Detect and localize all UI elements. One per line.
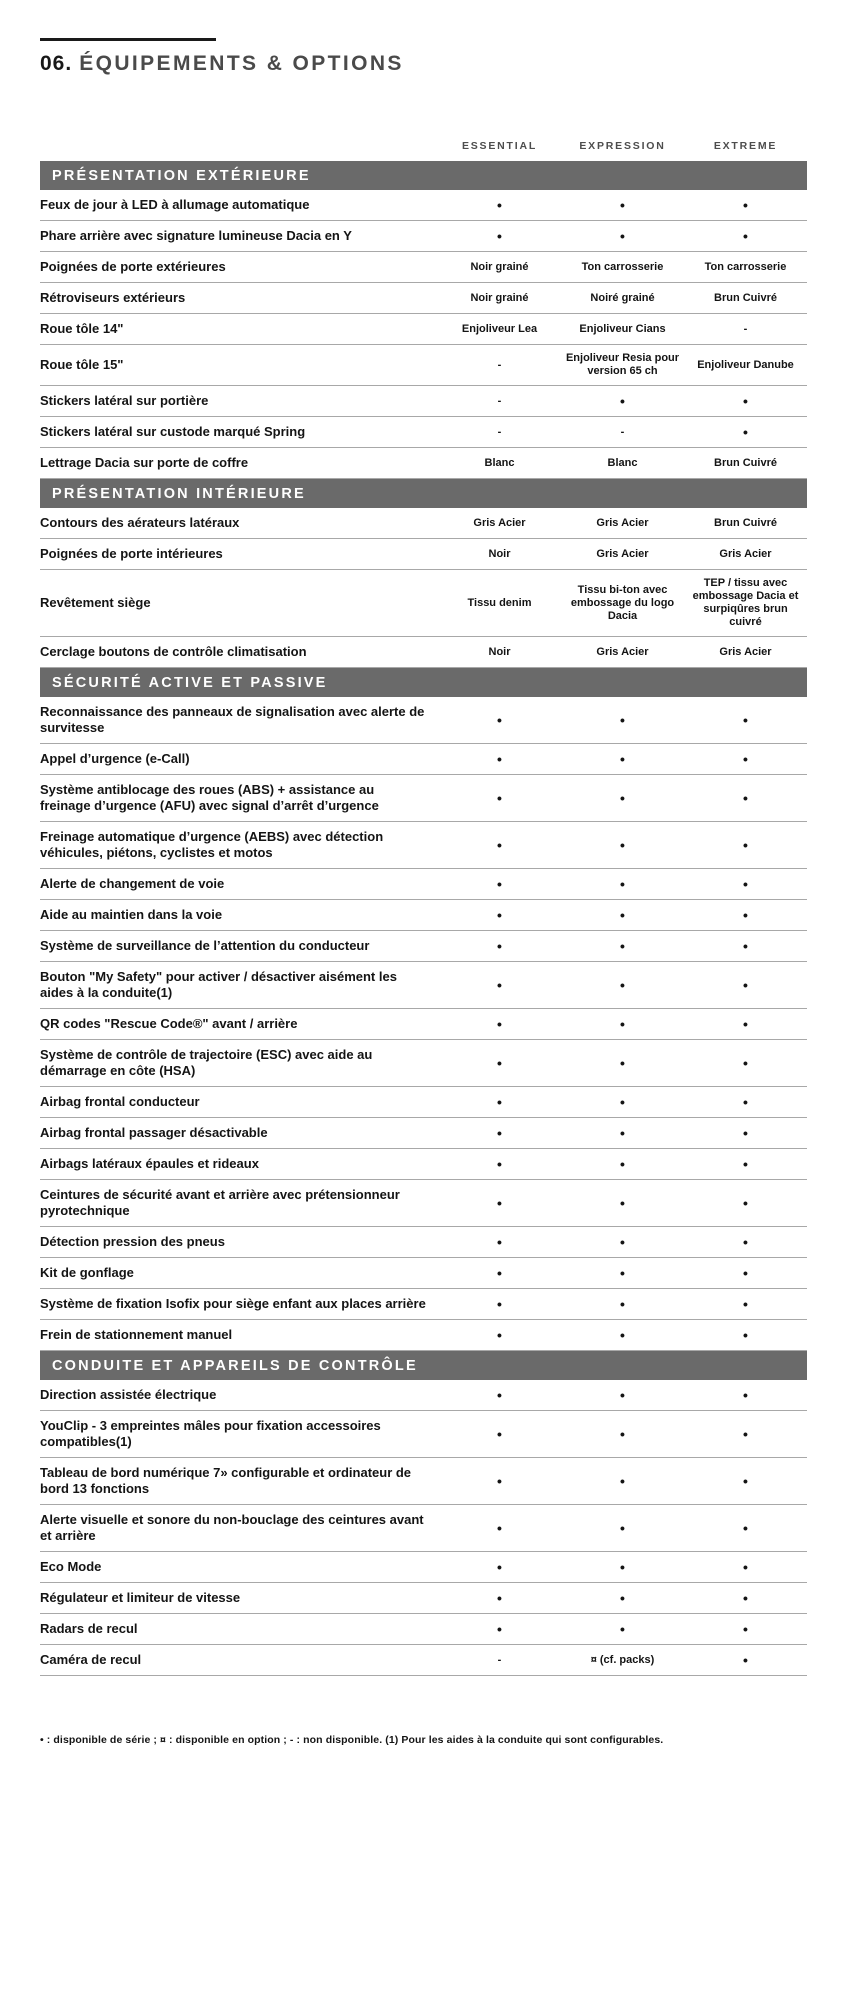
value-essential: • — [497, 1472, 502, 1489]
value-expression: • — [620, 1015, 625, 1032]
value-extreme: • — [743, 423, 748, 440]
feature-label: Eco Mode — [40, 1559, 102, 1574]
value-essential: • — [497, 789, 502, 806]
value-expression: • — [620, 1295, 625, 1312]
value-extreme: • — [743, 711, 748, 728]
table-row — [40, 314, 807, 345]
value-essential: • — [497, 906, 502, 923]
value-essential: Noir grainé — [470, 291, 529, 304]
value-essential: • — [497, 1093, 502, 1110]
feature-label: Freinage automatique d’urgence (AEBS) avec détection véhicules, piétons, cyclistes et motos — [40, 829, 384, 860]
value-expression: - — [620, 425, 625, 438]
section-title: PRÉSENTATION INTÉRIEURE — [52, 486, 306, 502]
feature-label: Cerclage boutons de contrôle climatisation — [40, 644, 307, 659]
value-extreme: • — [743, 227, 748, 244]
table-row — [40, 1227, 807, 1258]
table-row — [40, 190, 807, 221]
feature-label: Radars de recul — [40, 1621, 138, 1636]
value-extreme: Brun Cuivré — [714, 291, 777, 304]
value-expression: Gris Acier — [596, 547, 649, 560]
value-extreme: Ton carrosserie — [704, 260, 787, 273]
table-row — [40, 962, 807, 1009]
table-row — [40, 1411, 807, 1458]
value-expression: • — [620, 1233, 625, 1250]
section-header — [40, 1351, 807, 1380]
value-essential: • — [497, 1194, 502, 1211]
table-row — [40, 1645, 807, 1676]
value-expression: Blanc — [607, 456, 638, 469]
value-expression: • — [620, 1093, 625, 1110]
table-row — [40, 570, 807, 637]
value-essential: • — [497, 1386, 502, 1403]
page-title — [40, 52, 807, 76]
section-title: PRÉSENTATION EXTÉRIEURE — [52, 168, 311, 184]
table-row — [40, 697, 807, 744]
feature-label: Rétroviseurs extérieurs — [40, 290, 186, 305]
table-row — [40, 1149, 807, 1180]
value-essential: - — [497, 1653, 502, 1666]
feature-label: Roue tôle 14" — [40, 321, 124, 336]
value-essential: • — [497, 1558, 502, 1575]
value-essential: Gris Acier — [473, 516, 526, 529]
column-header-extreme: EXTREME — [713, 140, 778, 152]
table-row — [40, 508, 807, 539]
value-extreme: • — [743, 1386, 748, 1403]
table-row — [40, 1040, 807, 1087]
value-essential: • — [497, 196, 502, 213]
section-title: CONDUITE ET APPAREILS DE CONTRÔLE — [52, 1358, 418, 1374]
value-essential: • — [497, 1264, 502, 1281]
value-expression: • — [620, 227, 625, 244]
page-title-number: 06. — [40, 52, 73, 75]
table-row — [40, 1009, 807, 1040]
value-extreme: Gris Acier — [719, 547, 772, 560]
table-row — [40, 1614, 807, 1645]
feature-label: Feux de jour à LED à allumage automatique — [40, 197, 310, 212]
value-extreme: Enjoliveur Danube — [697, 358, 794, 371]
value-expression: • — [620, 1589, 625, 1606]
value-expression: Gris Acier — [596, 516, 649, 529]
value-expression: • — [620, 750, 625, 767]
table-row — [40, 869, 807, 900]
title-rule — [40, 38, 216, 41]
value-expression: • — [620, 1155, 625, 1172]
feature-label: Reconnaissance des panneaux de signalisation avec alerte de survitesse — [40, 704, 425, 735]
value-expression: • — [620, 836, 625, 853]
equipment-table — [40, 161, 807, 1676]
feature-label: Système de surveillance de l’attention du conducteur — [40, 938, 370, 953]
value-essential: • — [497, 1124, 502, 1141]
feature-label: Ceintures de sécurité avant et arrière avec prétensionneur pyrotechnique — [40, 1187, 400, 1218]
value-expression: • — [620, 392, 625, 409]
value-expression: • — [620, 1054, 625, 1071]
value-expression: Ton carrosserie — [581, 260, 664, 273]
value-expression: • — [620, 1620, 625, 1637]
value-essential: Noir grainé — [470, 260, 529, 273]
value-extreme: • — [743, 906, 748, 923]
value-extreme: • — [743, 875, 748, 892]
value-essential: • — [497, 1425, 502, 1442]
table-row — [40, 1087, 807, 1118]
feature-label: Frein de stationnement manuel — [40, 1327, 233, 1342]
table-row — [40, 775, 807, 822]
value-essential: • — [497, 1155, 502, 1172]
feature-label: Système de fixation Isofix pour siège enfant aux places arrière — [40, 1296, 426, 1311]
value-expression: • — [620, 976, 625, 993]
feature-label: Aide au maintien dans la voie — [40, 907, 223, 922]
value-expression: • — [620, 1425, 625, 1442]
column-header-essential: ESSENTIAL — [461, 140, 538, 152]
feature-label: Régulateur et limiteur de vitesse — [40, 1590, 241, 1605]
value-essential: - — [497, 394, 502, 407]
value-extreme: • — [743, 1264, 748, 1281]
value-extreme: • — [743, 1558, 748, 1575]
value-extreme: • — [743, 789, 748, 806]
value-expression: ¤ (cf. packs) — [590, 1653, 655, 1666]
table-row — [40, 345, 807, 386]
table-row — [40, 637, 807, 668]
table-row — [40, 386, 807, 417]
value-extreme: • — [743, 1295, 748, 1312]
column-header-expression: EXPRESSION — [579, 140, 666, 152]
feature-label: Stickers latéral sur custode marqué Spring — [40, 424, 306, 439]
table-row — [40, 1289, 807, 1320]
value-extreme: - — [743, 322, 748, 335]
value-expression: • — [620, 711, 625, 728]
value-expression: Tissu bi-ton avec embossage du logo Dacia — [570, 583, 675, 622]
trim-level-header-row — [40, 140, 807, 161]
feature-label: Système de contrôle de trajectoire (ESC) avec aide au démarrage en côte (HSA) — [40, 1047, 373, 1078]
table-row — [40, 1180, 807, 1227]
table-row — [40, 822, 807, 869]
feature-label: Stickers latéral sur portière — [40, 393, 209, 408]
value-expression: Enjoliveur Resia pour version 65 ch — [565, 352, 680, 377]
value-extreme: • — [743, 976, 748, 993]
value-essential: • — [497, 1326, 502, 1343]
value-extreme: • — [743, 1472, 748, 1489]
table-row — [40, 1258, 807, 1289]
table-row — [40, 283, 807, 314]
value-expression: • — [620, 196, 625, 213]
value-essential: • — [497, 711, 502, 728]
table-row — [40, 1552, 807, 1583]
value-extreme: • — [743, 1651, 748, 1668]
value-extreme: Gris Acier — [719, 645, 772, 658]
value-expression: • — [620, 789, 625, 806]
feature-label: Tableau de bord numérique 7» configurable et ordinateur de bord 13 fonctions — [40, 1465, 412, 1496]
value-extreme: • — [743, 937, 748, 954]
value-essential: - — [497, 425, 502, 438]
table-row — [40, 931, 807, 962]
value-extreme: • — [743, 1093, 748, 1110]
value-extreme: • — [743, 1015, 748, 1032]
table-row — [40, 1118, 807, 1149]
value-extreme: • — [743, 1054, 748, 1071]
value-essential: Tissu denim — [467, 596, 532, 609]
feature-label: Alerte de changement de voie — [40, 876, 225, 891]
value-essential: Noir — [488, 547, 511, 560]
feature-label: Bouton "My Safety" pour activer / désactiver aisément les aides à la conduite(1) — [40, 969, 397, 1000]
value-essential: • — [497, 1519, 502, 1536]
feature-label: QR codes "Rescue Code®" avant / arrière — [40, 1016, 298, 1031]
feature-label: Airbag frontal passager désactivable — [40, 1125, 268, 1140]
value-extreme: • — [743, 1589, 748, 1606]
value-expression: • — [620, 1326, 625, 1343]
value-expression: Noiré grainé — [590, 291, 655, 304]
value-expression: • — [620, 1264, 625, 1281]
feature-label: Lettrage Dacia sur porte de coffre — [40, 455, 249, 470]
value-extreme: • — [743, 750, 748, 767]
feature-label: Roue tôle 15" — [40, 357, 124, 372]
value-essential: • — [497, 976, 502, 993]
page-title-text: ÉQUIPEMENTS & OPTIONS — [79, 52, 404, 75]
value-extreme: • — [743, 836, 748, 853]
feature-label: Appel d’urgence (e-Call) — [40, 751, 190, 766]
table-row — [40, 221, 807, 252]
value-extreme: • — [743, 1124, 748, 1141]
section-header — [40, 161, 807, 190]
value-essential: - — [497, 358, 502, 371]
table-row — [40, 900, 807, 931]
value-essential: • — [497, 1620, 502, 1637]
feature-label: Poignées de porte intérieures — [40, 546, 223, 561]
value-essential: • — [497, 1054, 502, 1071]
section-header — [40, 668, 807, 697]
section-title: SÉCURITÉ ACTIVE ET PASSIVE — [52, 675, 328, 691]
value-extreme: Brun Cuivré — [714, 516, 777, 529]
value-expression: • — [620, 906, 625, 923]
feature-label: Airbags latéraux épaules et rideaux — [40, 1156, 259, 1171]
value-extreme: Brun Cuivré — [714, 456, 777, 469]
value-extreme: • — [743, 1425, 748, 1442]
value-expression: • — [620, 1386, 625, 1403]
value-essential: • — [497, 1589, 502, 1606]
legend-footnote: • : disponible de série ; ¤ : disponible en option ; - : non disponible. (1) Pour les aides à la conduite qui sont configurables. — [40, 1734, 664, 1746]
value-expression: • — [620, 1124, 625, 1141]
value-essential: • — [497, 227, 502, 244]
feature-label: Caméra de recul — [40, 1652, 142, 1667]
value-essential: • — [497, 1295, 502, 1312]
value-essential: • — [497, 937, 502, 954]
feature-label: YouClip - 3 empreintes mâles pour fixation accessoires compatibles(1) — [40, 1418, 381, 1449]
value-extreme: • — [743, 196, 748, 213]
value-essential: • — [497, 1233, 502, 1250]
value-essential: Noir — [488, 645, 511, 658]
feature-label: Alerte visuelle et sonore du non-bouclage des ceintures avant et arrière — [40, 1512, 424, 1543]
value-extreme: TEP / tissu avec embossage Dacia et surpiqûres brun cuivré — [692, 577, 799, 628]
table-row — [40, 1458, 807, 1505]
table-row — [40, 744, 807, 775]
feature-label: Contours des aérateurs latéraux — [40, 515, 240, 530]
table-row — [40, 1505, 807, 1552]
feature-label: Phare arrière avec signature lumineuse Dacia en Y — [40, 228, 352, 243]
value-expression: • — [620, 1472, 625, 1489]
table-row — [40, 1583, 807, 1614]
table-row — [40, 1380, 807, 1411]
feature-label: Kit de gonflage — [40, 1265, 134, 1280]
value-expression: • — [620, 875, 625, 892]
value-essential: • — [497, 875, 502, 892]
value-expression: • — [620, 1558, 625, 1575]
value-extreme: • — [743, 1233, 748, 1250]
value-expression: Enjoliveur Cians — [579, 322, 666, 335]
value-extreme: • — [743, 1155, 748, 1172]
value-extreme: • — [743, 1194, 748, 1211]
section-header — [40, 479, 807, 508]
value-essential: • — [497, 836, 502, 853]
feature-label: Poignées de porte extérieures — [40, 259, 226, 274]
value-expression: • — [620, 937, 625, 954]
feature-label: Revêtement siège — [40, 595, 151, 610]
table-row — [40, 1320, 807, 1351]
value-expression: • — [620, 1519, 625, 1536]
table-row — [40, 252, 807, 283]
feature-label: Système antiblocage des roues (ABS) + assistance au freinage d’urgence (AFU) avec signal d’arrêt d’urgence — [40, 782, 379, 813]
value-expression: • — [620, 1194, 625, 1211]
value-extreme: • — [743, 1519, 748, 1536]
table-row — [40, 539, 807, 570]
value-essential: Enjoliveur Lea — [461, 322, 538, 335]
feature-label: Détection pression des pneus — [40, 1234, 225, 1249]
value-essential: • — [497, 1015, 502, 1032]
value-essential: • — [497, 750, 502, 767]
feature-label: Direction assistée électrique — [40, 1387, 217, 1402]
value-extreme: • — [743, 392, 748, 409]
table-row — [40, 448, 807, 479]
table-row — [40, 417, 807, 448]
value-extreme: • — [743, 1326, 748, 1343]
feature-label: Airbag frontal conducteur — [40, 1094, 200, 1109]
value-expression: Gris Acier — [596, 645, 649, 658]
value-extreme: • — [743, 1620, 748, 1637]
value-essential: Blanc — [484, 456, 515, 469]
